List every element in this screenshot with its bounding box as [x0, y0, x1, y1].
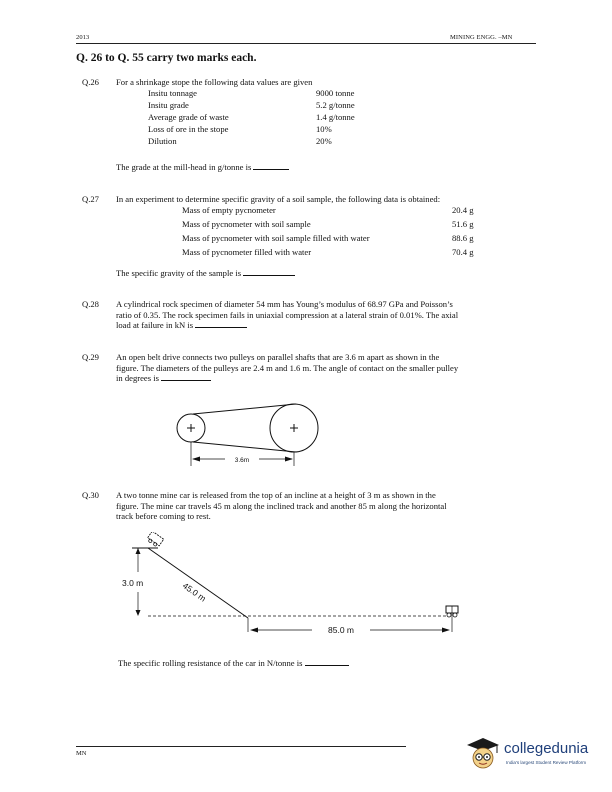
horizontal-label: 85.0 m — [328, 625, 354, 635]
q27-row-value: 88.6 g — [452, 233, 474, 243]
q29-line: An open belt drive connects two pulleys on parallel shafts that are 3.6 m apart as shown in the — [116, 352, 440, 362]
dimension-arrow — [442, 628, 450, 633]
q27-row-label: Mass of pycnometer with soil sample — [182, 219, 311, 229]
dimension-arrow — [250, 628, 258, 633]
q26-row-value: 1.4 g/tonne — [316, 112, 355, 122]
logo-name: collegedunia — [504, 740, 589, 757]
q26-row-label: Average grade of waste — [148, 112, 229, 122]
q26-row-value: 9000 tonne — [316, 88, 355, 98]
answer-blank — [195, 320, 247, 328]
dimension-arrow — [285, 457, 293, 462]
answer-blank — [253, 162, 289, 170]
q26-row-label: Insitu tonnage — [148, 88, 197, 98]
logo-tagline: India's largest Student Review Platform — [506, 760, 587, 765]
q27-question — [116, 268, 531, 279]
q30-line: figure. The mine car travels 45 m along the inclined track and another 85 m along the horizontal — [116, 500, 447, 511]
q29-line: in degrees is — [116, 373, 159, 383]
height-label: 3.0 m — [122, 578, 144, 588]
answer-blank — [161, 373, 211, 381]
q27-number: Q.27 — [82, 194, 99, 204]
incline-label: 45.0 m — [180, 580, 208, 604]
q26-text: For a shrinkage stope the following data values are given — [116, 77, 313, 87]
q29-line: figure. The diameters of the pulleys are 2.4 m and 1.6 m. The angle of contact on the smaller pulley — [116, 362, 459, 373]
footer-code: MN — [76, 750, 87, 757]
q26-row-label: Loss of ore in the stope — [148, 124, 229, 134]
distance-label: 3.6m — [234, 457, 250, 464]
q26-row-label: Insitu grade — [148, 100, 189, 110]
q27-row-value: 51.6 g — [452, 219, 474, 229]
wheel — [447, 613, 451, 617]
q27-ask: The specific gravity of the sample is — [116, 268, 242, 278]
belt-bottom — [193, 442, 296, 452]
q26-row-value: 10% — [316, 124, 332, 134]
q26-row-value: 5.2 g/tonne — [316, 100, 355, 110]
q27-row-label: Mass of pycnometer filled with water — [182, 247, 312, 257]
q30-line: A two tonne mine car is released from the top of an incline at a height of 3 m as shown in the — [116, 490, 436, 500]
collegedunia-logo — [466, 734, 608, 774]
mine-car-start — [146, 532, 164, 548]
q30-line: track before coming to rest. — [116, 511, 211, 521]
q28-line: A cylindrical rock specimen of diameter 54 mm has Young’s modulus of 68.97 GPa and Poisson’s — [116, 299, 453, 309]
answer-blank — [243, 268, 295, 276]
incline-track — [148, 548, 248, 618]
incline-figure — [112, 532, 472, 642]
header-rule — [76, 43, 536, 44]
q27-row-label: Mass of pycnometer with soil sample filled with water — [182, 233, 370, 243]
q30-question — [118, 658, 538, 669]
q29-number: Q.29 — [82, 352, 99, 362]
belt-top — [193, 404, 296, 414]
mascot-icon — [466, 736, 500, 770]
dimension-arrow — [136, 548, 141, 554]
q27-row-label: Mass of empty pycnometer — [182, 205, 276, 215]
q26-number: Q.26 — [82, 77, 99, 87]
q28-text — [116, 299, 531, 331]
q30-text — [116, 490, 531, 522]
q26-question — [116, 162, 531, 173]
q28-line: ratio of 0.35. The rock specimen fails in uniaxial compression at a lateral strain of 0.01%. The axial — [116, 309, 459, 320]
q28-line: load at failure in kN is — [116, 320, 194, 330]
q30-number: Q.30 — [82, 490, 99, 500]
footer-rule — [76, 746, 406, 747]
answer-blank — [305, 658, 349, 666]
header-paper-code: MINING ENGG. –MN — [450, 34, 513, 41]
section-title: Q. 26 to Q. 55 carry two marks each. — [76, 52, 257, 64]
dimension-arrow — [136, 610, 141, 616]
wheel — [453, 613, 457, 617]
q28-number: Q.28 — [82, 299, 99, 309]
header-year: 2013 — [76, 34, 90, 41]
q26-row-label: Dilution — [148, 136, 177, 146]
q27-text: In an experiment to determine specific gravity of a soil sample, the following data is obtained: — [116, 194, 441, 204]
q26-row-value: 20% — [316, 136, 332, 146]
q29-text — [116, 352, 531, 384]
q27-row-value: 70.4 g — [452, 247, 474, 257]
q27-row-value: 20.4 g — [452, 205, 474, 215]
q30-ask: The specific rolling resistance of the car in N/tonne is — [118, 658, 303, 668]
q26-ask: The grade at the mill-head in g/tonne is — [116, 162, 252, 172]
belt-drive-figure — [165, 398, 325, 470]
dimension-arrow — [192, 457, 200, 462]
